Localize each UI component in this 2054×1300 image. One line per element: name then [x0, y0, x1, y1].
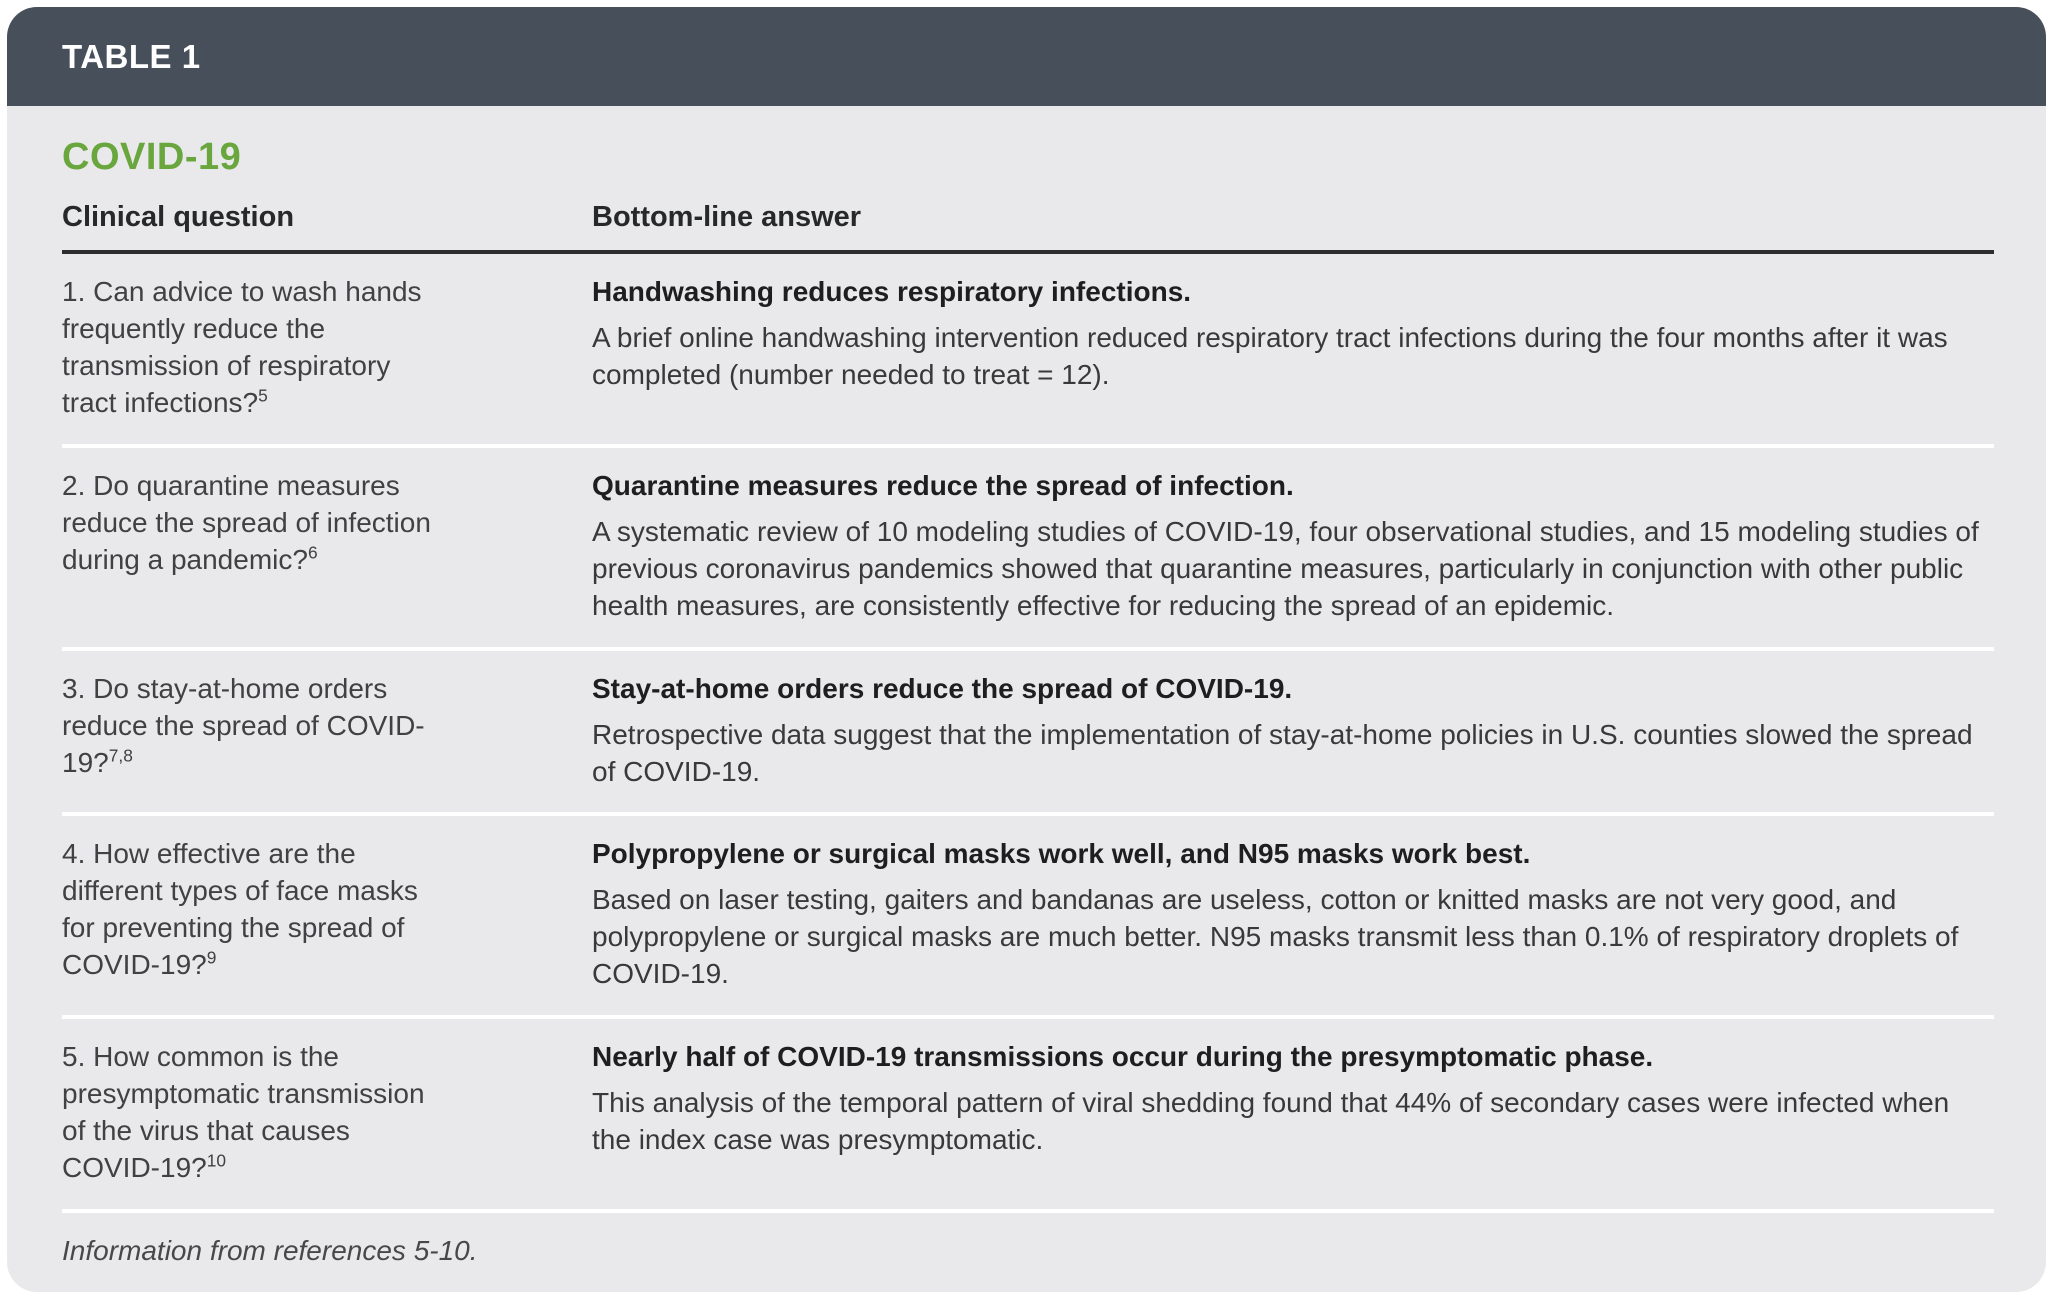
reference-superscript: 5: [258, 385, 268, 406]
answer-detail: A brief online handwashing intervention reduced respiratory tract infections during the four months after it was completed (number needed to treat = 12).: [592, 321, 1948, 390]
clinical-question: [62, 671, 447, 791]
reference-superscript: 9: [206, 948, 217, 969]
question-text: 4. How effective are the different types of face masks for preventing the spread of COVID-19?: [62, 838, 418, 981]
table-row: [62, 816, 1994, 1019]
table-body: [7, 136, 2046, 1292]
table-row: [62, 448, 1994, 651]
bottom-line-answer: [592, 468, 1994, 625]
question-text: 1. Can advice to wash hands frequently reduce the transmission of respiratory tract infections?: [62, 276, 422, 418]
bottom-line-answer: [592, 1039, 1994, 1187]
bottom-line-answer: [592, 671, 1994, 791]
bottom-line-answer: [592, 836, 1994, 993]
answer-headline: Nearly half of COVID-19 transmissions occur during the presymptomatic phase.: [592, 1041, 1654, 1073]
answer-detail: A systematic review of 10 modeling studies of COVID-19, four observational studies, and 15 modeling studies of previous coronavirus pandemics showed that quarantine measures, particularly in conjunction with other public health measures, are consistently effective for reducing the spread of an epidemic.: [592, 515, 1979, 621]
table-header-bar: [7, 7, 2046, 106]
table-number-label: TABLE 1: [62, 37, 201, 75]
table-card: [7, 7, 2046, 1292]
answer-detail: Based on laser testing, gaiters and bandanas are useless, cotton or knitted masks are not very good, and polypropylene or surgical masks are much better. N95 masks transmit less than 0.1% of respiratory droplets of COVID-19.: [592, 884, 1959, 990]
table-row: [62, 651, 1994, 817]
answer-headline: Handwashing reduces respiratory infections.: [592, 276, 1192, 307]
clinical-question: [62, 836, 447, 993]
table-row: [62, 254, 1994, 448]
table-footnote: Information from references 5-10.: [62, 1235, 478, 1267]
reference-superscript: 7,8: [108, 745, 133, 766]
answer-headline: Stay-at-home orders reduce the spread of COVID-19.: [592, 672, 1293, 704]
reference-superscript: 6: [307, 542, 318, 563]
column-header-row: [62, 201, 1994, 254]
answer-headline: Polypropylene or surgical masks work well, and N95 masks work best.: [592, 838, 1531, 870]
clinical-question: [62, 1039, 447, 1187]
answer-detail: Retrospective data suggest that the implementation of stay-at-home policies in U.S. counties slowed the spread of COVID-19.: [592, 718, 1973, 787]
question-text: 2. Do quarantine measures reduce the spread of infection during a pandemic?: [62, 469, 431, 575]
question-text: 5. How common is the presymptomatic transmission of the virus that causes COVID-19?: [62, 1041, 425, 1184]
clinical-question: [62, 274, 447, 422]
column-header-bottom-line-answer: Bottom-line answer: [592, 201, 862, 233]
answer-detail: This analysis of the temporal pattern of viral shedding found that 44% of secondary cases were infected when the index case was presymptomatic.: [592, 1087, 1950, 1156]
answer-headline: Quarantine measures reduce the spread of infection.: [592, 469, 1294, 501]
reference-superscript: 10: [206, 1150, 227, 1171]
bottom-line-answer: [592, 274, 1994, 422]
question-text: 3. Do stay-at-home orders reduce the spread of COVID-19?: [62, 672, 425, 778]
section-title: COVID-19: [62, 136, 242, 178]
column-header-clinical-question: Clinical question: [62, 201, 295, 233]
table-row: [62, 1019, 1994, 1213]
clinical-question: [62, 468, 447, 625]
